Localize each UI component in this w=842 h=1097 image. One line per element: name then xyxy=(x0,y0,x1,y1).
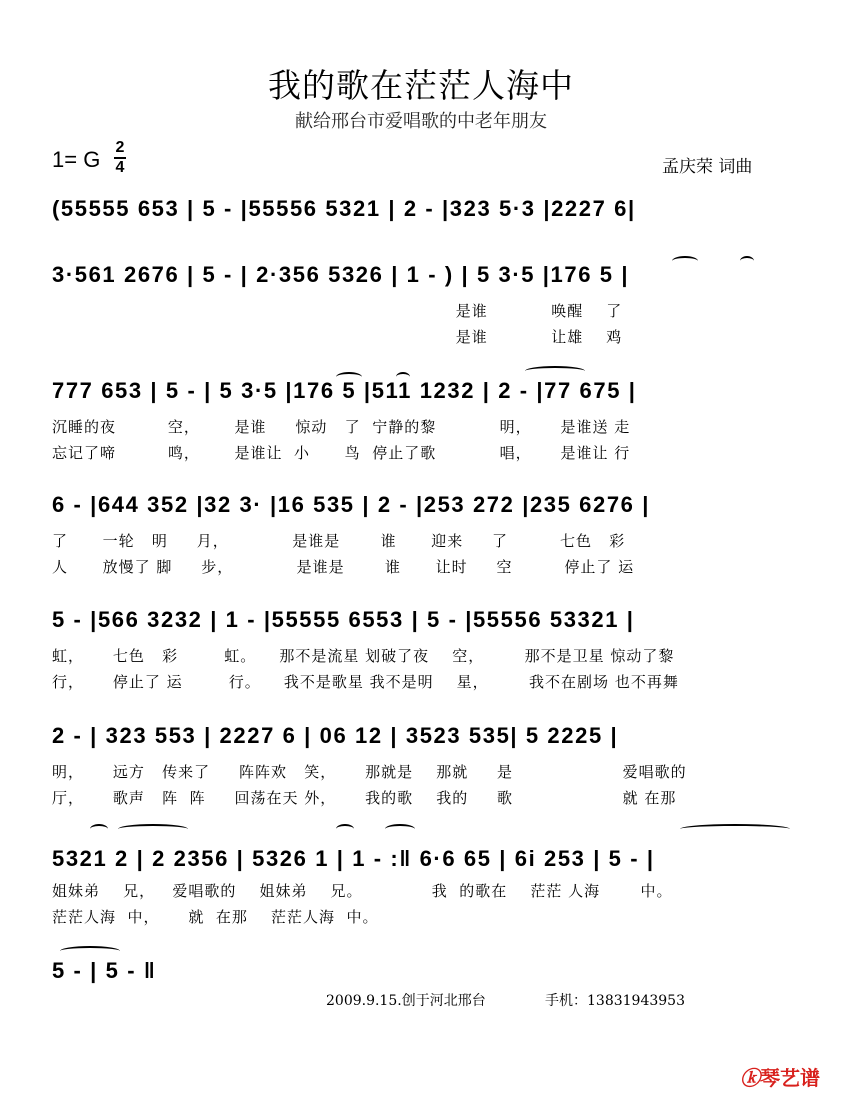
notation-line: 3·561 2676 | 5 - | 2·356 5326 | 1 - ) | 5 3·5 |176 5 | xyxy=(52,262,630,287)
slur-mark xyxy=(740,256,754,266)
notation-line: 777 653 | 5 - | 5 3·5 |176 5 |511 1232 | 2 - |77 675 | xyxy=(52,378,637,403)
lyric-verse-1: 沉睡的夜 空， 是谁 惊动 了 宁静的黎 明， 是谁送 走 xyxy=(52,418,631,436)
slur-mark xyxy=(336,372,362,382)
lyric-verse-2: 人 放慢了 脚 步， 是谁是 谁 让时 空 停止了 运 xyxy=(52,558,635,576)
score-system-7 xyxy=(52,846,792,926)
logo-icon: ⓚ xyxy=(740,1066,760,1090)
lyric-verse-2: 茫茫人海 中， 就 在那 茫茫人海 中。 xyxy=(52,908,379,926)
lyric-verse-2: 忘记了啼 鸣， 是谁让 小 鸟 停止了歌 唱， 是谁让 行 xyxy=(52,444,631,462)
lyric-verse-1: 是谁 唤醒 了 xyxy=(52,302,623,320)
slur-mark xyxy=(60,946,120,956)
notation-line: 5 - | 5 - ‖ xyxy=(52,958,157,983)
score-system-1 xyxy=(52,196,792,242)
lyric-verse-1: 明， 远方 传来了 阵阵欢 笑， 那就是 那就 是 爱唱歌的 xyxy=(52,763,687,781)
qinyipu-logo xyxy=(740,1062,820,1091)
phone-number: 手机：13831943953 xyxy=(545,993,685,1009)
logo-text: 琴艺谱 xyxy=(760,1066,820,1090)
time-signature xyxy=(114,140,126,176)
time-signature-top: 2 xyxy=(115,139,125,156)
score-system-5 xyxy=(52,607,792,691)
score-system-2 xyxy=(52,262,792,346)
time-signature-bottom: 4 xyxy=(115,159,125,176)
creation-note: 2009.9.15.创于河北邢台 xyxy=(326,993,486,1009)
score-system-4 xyxy=(52,492,792,576)
notation-line: 5321 2 | 2 2356 | 5326 1 | 1 - :‖ 6·6 65 | 6i 253 | 5 - | xyxy=(52,846,655,871)
slur-mark xyxy=(525,366,585,376)
notation-line: (55555 653 | 5 - |55556 5321 | 2 - |323 5·3 |2227 6| xyxy=(52,196,636,221)
song-title: 我的歌在茫茫人海中 xyxy=(268,66,574,105)
slur-mark xyxy=(672,256,698,266)
key-signature: 1= G xyxy=(52,147,101,172)
lyric-verse-1: 姐妹弟 兄， 爱唱歌的 姐妹弟 兄。 我 的歌在 茫茫 人海 中。 xyxy=(52,882,673,900)
notation-line: 5 - |566 3232 | 1 - |55555 6553 | 5 - |55556 53321 | xyxy=(52,607,635,632)
lyric-verse-2: 行， 停止了 运 行。 我不是歌星 我不是明 星， 我不在剧场 也不再舞 xyxy=(52,673,679,691)
lyric-verse-1: 了 一轮 明 月， 是谁是 谁 迎来 了 七色 彩 xyxy=(52,532,626,550)
composer-credit: 孟庆荣 词曲 xyxy=(662,157,753,177)
slur-mark xyxy=(336,824,354,834)
lyric-verse-2: 厅， 歌声 阵 阵 回荡在天 外， 我的歌 我的 歌 就 在那 xyxy=(52,789,677,807)
slur-mark xyxy=(385,824,415,834)
slur-mark xyxy=(118,824,188,834)
slur-mark xyxy=(396,372,410,382)
lyric-verse-2: 是谁 让雄 鸡 xyxy=(52,328,623,346)
notation-line: 6 - |644 352 |32 3· |16 535 | 2 - |253 272 |235 6276 | xyxy=(52,492,650,517)
notation-line: 2 - | 323 553 | 2227 6 | 06 12 | 3523 535| 5 2225 | xyxy=(52,723,619,748)
score-system-3 xyxy=(52,378,792,462)
lyric-verse-1: 虹， 七色 彩 虹。 那不是流星 划破了夜 空， 那不是卫星 惊动了黎 xyxy=(52,647,675,665)
slur-mark xyxy=(90,824,108,834)
score-system-6 xyxy=(52,723,792,807)
song-subtitle: 献给邢台市爱唱歌的中老年朋友 xyxy=(295,111,547,132)
slur-mark xyxy=(680,824,790,834)
